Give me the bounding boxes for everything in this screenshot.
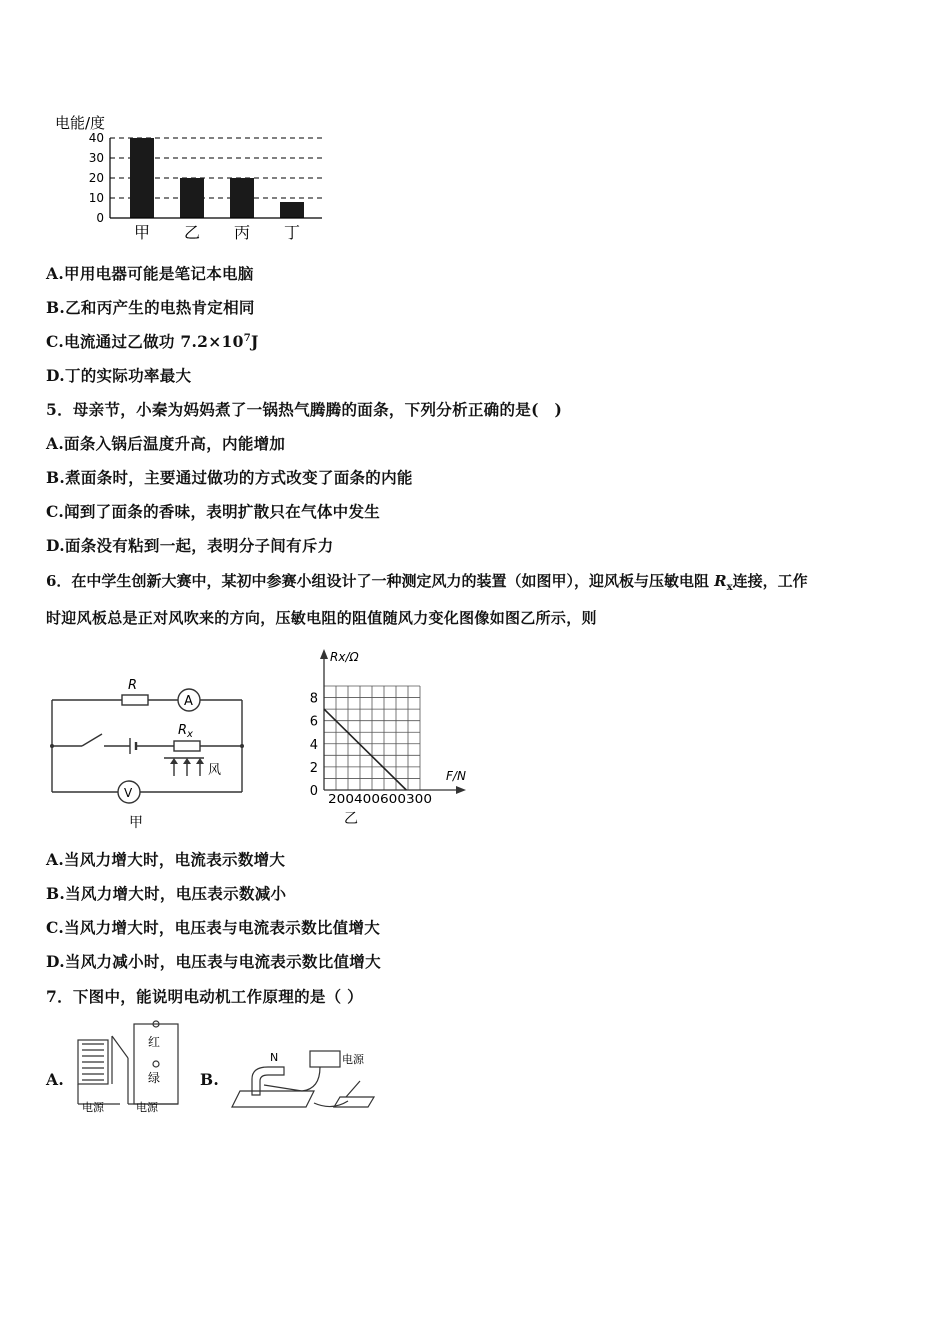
stem-text: 连接，工作: [732, 572, 808, 590]
option-key: C.: [46, 918, 65, 937]
q6-option-c: [46, 916, 380, 938]
ammeter-label: A: [184, 694, 193, 709]
rf-ytick-label: 6: [309, 714, 318, 730]
q7-stem: 7．下图中，能说明电动机工作原理的是（ ）: [46, 987, 363, 1006]
q4-option-a: [46, 262, 254, 284]
q5-option-d: [46, 534, 334, 556]
bar-chart-categories: [134, 223, 300, 242]
bar-category-label: 甲: [133, 223, 151, 242]
option-key: D.: [46, 536, 65, 555]
rf-ytick-label: 4: [309, 737, 318, 753]
q4-option-d: [46, 364, 191, 386]
q6-option-b: [46, 882, 286, 904]
option-key: B.: [46, 884, 66, 903]
relay-circuit-figure: [70, 1018, 185, 1113]
option-key: A.: [46, 850, 65, 869]
rf-ylabel: Rx/Ω: [330, 650, 359, 664]
q5-option-c: [46, 500, 380, 522]
bar-category-label: 丙: [233, 223, 251, 242]
switch: [82, 734, 102, 746]
bar-ytick-label: 30: [88, 151, 104, 165]
resistor-rx: [174, 741, 200, 751]
rf-chart-grid: [324, 686, 420, 790]
option-text: 当风力增大时，电压表示数减小: [65, 884, 287, 903]
stem-text: 6．在中学生创新大赛中，某初中参赛小组设计了一种测定风力的装置（如图甲），迎风板与压敏电阻: [46, 572, 715, 590]
option-text: 面条没有粘到一起，表明分子间有斥力: [64, 536, 334, 555]
option-text: 煮面条时，主要通过做功的方式改变了面条的内能: [65, 468, 413, 487]
bar-3: [280, 202, 304, 218]
option-key: A.: [46, 264, 65, 283]
conductor-rod: [264, 1085, 302, 1091]
bar-0: [130, 138, 154, 218]
q7-option-b-key: B.: [200, 1070, 220, 1089]
motor-experiment-figure: [228, 1045, 378, 1115]
bar-1: [180, 178, 204, 218]
electric-energy-bar-chart: [50, 108, 340, 248]
q4-option-b: [46, 296, 255, 318]
q6-option-a: [46, 848, 285, 870]
option-text: 闻到了面条的香味，表明扩散只在气体中发生: [64, 502, 381, 521]
option-key: D.: [46, 952, 65, 971]
unit: J: [250, 332, 259, 351]
variable-r: R: [714, 572, 727, 590]
option-text: 甲用电器可能是笔记本电脑: [64, 264, 254, 283]
power-label-2: 电源: [136, 1101, 158, 1113]
option-key: C.: [46, 332, 65, 351]
q5-option-a: [46, 432, 285, 454]
rf-ytick-label: 0: [309, 784, 318, 799]
option-text: 丁的实际功率最大: [64, 366, 192, 385]
bar-category-label: 乙: [183, 223, 201, 242]
rf-ytick-label: 2: [309, 760, 318, 776]
bar-ytick-label: 40: [88, 131, 104, 145]
power-box: [310, 1051, 340, 1067]
green-lamp: [153, 1061, 159, 1067]
bar-2: [230, 178, 254, 218]
rx-sub: x: [187, 729, 193, 740]
rf-x-arrow: [456, 786, 466, 794]
magnet-n-label: N: [270, 1051, 279, 1064]
option-key: D.: [46, 366, 65, 385]
circuit-caption: 甲: [129, 815, 143, 831]
variable-sub: x: [726, 582, 733, 593]
rf-xlabel: F/N: [446, 769, 466, 783]
rx-main: R: [178, 723, 188, 738]
option-key: B.: [46, 468, 66, 487]
option-text: 当风力增大时，电压表与电流表示数比值增大: [64, 918, 381, 937]
bar-chart-ylabel: 电能/度: [55, 114, 106, 132]
option-key: B.: [46, 298, 66, 317]
green-lamp-label: 绿: [148, 1071, 161, 1085]
bar-chart-yticks: [89, 131, 104, 225]
resistor-r-label: R: [128, 678, 138, 693]
bar-category-label: 丁: [283, 223, 301, 242]
bar-ytick-label: 10: [88, 191, 104, 205]
voltmeter-label: V: [124, 786, 133, 800]
base-board: [232, 1091, 314, 1107]
bar-ytick-label: 0: [96, 211, 104, 225]
circuit-diagram: [42, 670, 257, 835]
q6-stem-line1: [46, 570, 808, 593]
option-text: 面条入锅后温度升高，内能增加: [64, 434, 286, 453]
option-text: 乙和丙产生的电热肯定相同: [65, 298, 255, 317]
rf-chart-yticks: [310, 692, 318, 799]
q5-stem: 5．母亲节，小秦为妈妈煮了一锅热气腾腾的面条，下列分析正确的是( ): [46, 400, 563, 419]
option-key: C.: [46, 502, 65, 521]
option-text: 当风力减小时，电压表与电流表示数比值增大: [64, 952, 381, 971]
q5-option-b: [46, 466, 413, 488]
resistor-rx-label: [178, 723, 193, 740]
exponent: 7: [243, 332, 251, 344]
resistor-r: [122, 695, 148, 705]
wind-label: 风: [208, 763, 222, 778]
option-text: 当风力增大时，电流表示数增大: [64, 850, 286, 869]
q7-option-a-key: A.: [46, 1070, 65, 1089]
power-label-1: 电源: [82, 1101, 104, 1113]
q6-stem-line2: 时迎风板总是正对风吹来的方向，压敏电阻的阻值随风力变化图像如图乙所示，则: [46, 609, 597, 627]
rf-xticks: 200400600300: [328, 792, 432, 806]
q6-option-d: [46, 950, 381, 972]
armature: [112, 1036, 128, 1058]
switch-knife: [346, 1081, 360, 1097]
bar-ytick-label: 20: [88, 171, 104, 185]
q4-option-c: [46, 330, 259, 352]
switch-base: [334, 1097, 374, 1107]
red-lamp-label: 红: [148, 1035, 161, 1049]
option-text: 电流通过乙做功 7.2×10: [64, 332, 244, 351]
resistance-force-chart: [300, 645, 475, 830]
rf-ytick-label: 8: [309, 691, 318, 707]
power-label: 电源: [342, 1053, 364, 1066]
option-key: A.: [46, 434, 65, 453]
rf-caption: 乙: [344, 811, 358, 827]
rf-y-arrow: [320, 649, 328, 659]
